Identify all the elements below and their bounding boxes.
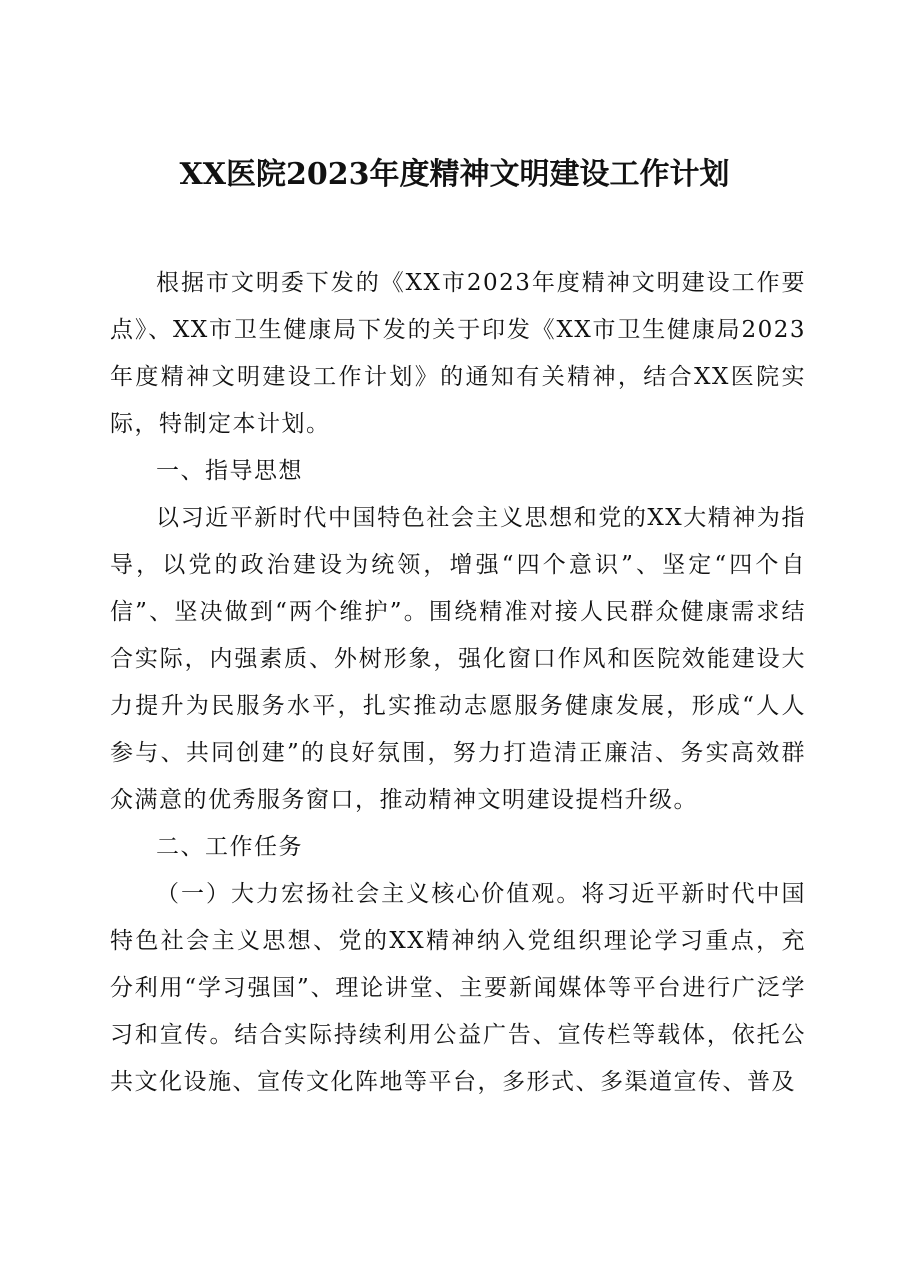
section-heading-guiding-ideology: 一、指导思想 <box>156 458 303 484</box>
document-body <box>110 260 806 1106</box>
paragraph-guiding-ideology: 以习近平新时代中国特色社会主义思想和党的XX大精神为指导，以党的政治建设为统领，增强“四个意识”、坚定“四个自信”、坚决做到“两个维护”。围绕精准对接人民群众健康需求结合实际，内强素质、外树形象，强化窗口作风和医院效能建设大力提升为民服务水平，扎实推动志愿服务健康发展，形成“人人参与、共同创建”的良好氛围，努力打造清正廉洁、务实高效群众满意的优秀服务窗口，推动精神文明建设提档升级。 <box>110 505 806 813</box>
section-heading-work-tasks: 二、工作任务 <box>156 834 303 860</box>
document-title: XX医院2023年度精神文明建设工作计划 <box>179 157 730 192</box>
paragraph-task-one: （一）大力宏扬社会主义核心价值观。将习近平新时代中国特色社会主义思想、党的XX精神纳入党组织理论学习重点，充分利用“学习强国”、理论讲堂、主要新闻媒体等平台进行广泛学习和宣传。结合实际持续利用公益广告、宣传栏等载体，依托公共文化设施、宣传文化阵地等平台，多形式、多渠道宣传、普及 <box>110 881 806 1095</box>
paragraph-intro: 根据市文明委下发的《XX市2023年度精神文明建设工作要点》、XX市卫生健康局下发的关于印发《XX市卫生健康局2023年度精神文明建设工作计划》的通知有关精神，结合XX医院实际，特制定本计划。 <box>110 270 806 437</box>
